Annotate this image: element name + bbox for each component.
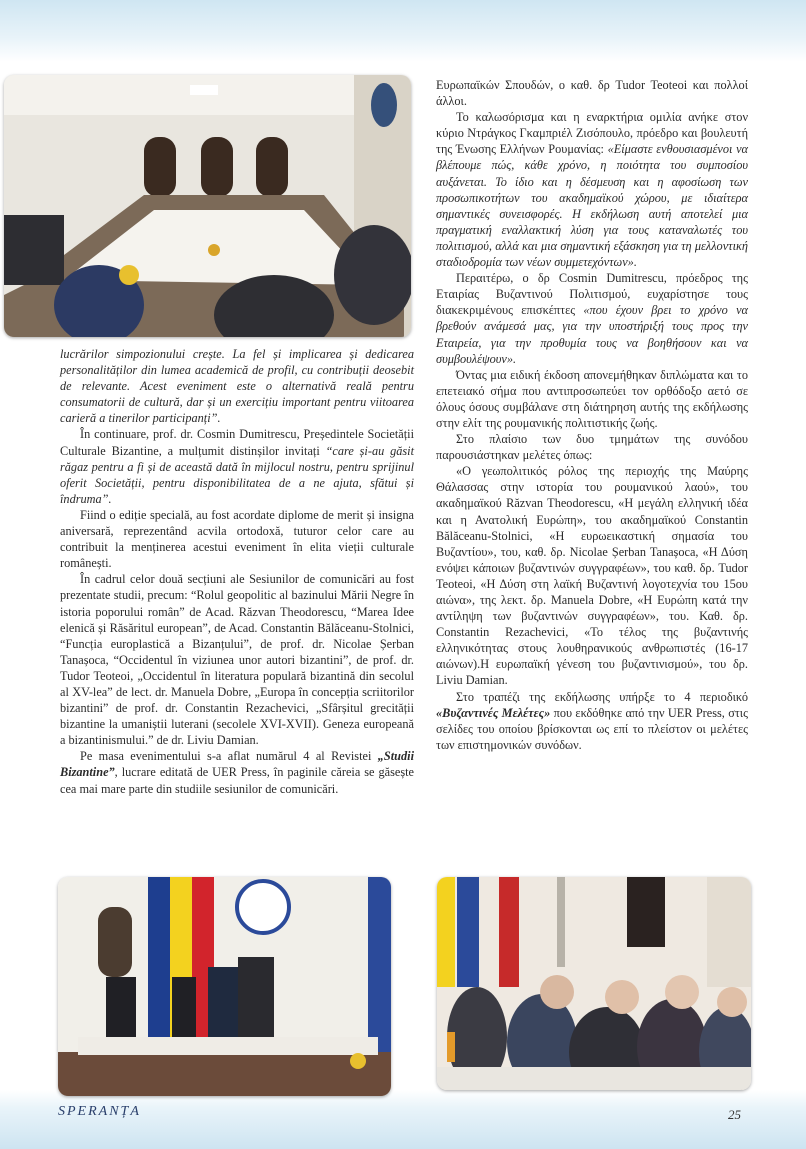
paragraph-welcome: Το καλωσόρισμα και η εναρκτήρια ομιλία ανήκε στον κύριο Ντράγκος Γκαμπριέλ Ζισόπουλο, πρόεδρο και βουλευτή της Ένωσης Ελλήνων Ρουμανίας: «Είμαστε ενθουσιασμένοι να βλέπουμε πώς, κάθε χρόνο, η ποιότητα του συμποσίου αυξάνεται. Το ίδιο και η δέσμευση και η αφοσίωση των προσωπικοτήτων του ακαδημαϊκού χώρου, με ιδιαίτερα σημαντικές συνεισφορές. Η εκδήλωση αυτή αποτελεί μια πραγματική εναλλακτική λύση για τους καταναλωτές του πολιτισμού, αλλά και μια σημαντική εξάσκηση για τη μελλοντική σταδιοδρομία των νέων συμμετεχόντων». <box>436 110 748 270</box>
paragraph-journal: Pe masa evenimentului s-a aflat numărul 4 al Revistei „Studii Bizantine”, lucrare editată de UER Press, în paginile căreia se găsește cea mai mare parte din studiile sesiunilor de comunicări. <box>60 749 414 796</box>
conference-room-photo <box>4 75 411 337</box>
page-number: 25 <box>728 1107 741 1122</box>
paragraph-studies: În cadrul celor două secțiuni ale Sesiunilor de comunicări au fost prezentate studii, precum: “Rolul geopolitic al bazinului Mării Negre în istoria poporului român” de Acad. Răzvan Theodorescu, “Marea Idee elenică și Răsăritul european”, de Acad. Constantin Bălăceanu-Stolnici, “Funcția europlastică a Bizanțului”, de prof. dr. Nicolae Șerban Tanașoca, “Occidentul în viziunea unor autori bizantini”, de prof. dr. Tudor Teoteoi, „Occidentul în literatura populară bizantină din secolul al XV-lea” de lect. dr. Manuela Dobre, „Europa în concepția scriitorilor bizantini” de prof. dr. Constantin Rezachevici, „Sfârșitul grecității bizantine la umaniștii luterani (secolele XVI-XVII). Geneza europeană a bizantinismului.” de dr. Liviu Damian. <box>60 572 414 748</box>
paragraph-diplomas: Fiind o ediție specială, au fost acordate diplome de merit și insigna aniversară, reprezentând acvila ortodoxă, tuturor celor care au contribuit la menținerea acestui eveniment în elita vieții culturale românești. <box>60 507 414 571</box>
award-ceremony-photo <box>58 877 391 1096</box>
header-band <box>0 0 806 62</box>
paragraph-studies-intro-gr: Στο πλαίσιο των δυο τμημάτων της συνόδου παρουσιάστηκαν μελέτες όπως: <box>436 432 748 463</box>
paragraph-dumitrescu: În continuare, prof. dr. Cosmin Dumitrescu, Președintele Societății Culturale Bizantine, a mulțumit distinșilor invitați “care și-au găsit răgaz pentru a fi și de această dată în mijlocul nostru, pentru sprijinul oferit Societății, pentru disponibilitatea de a ne ajuta, sfătui și îndruma”. <box>60 427 414 506</box>
paragraph-journal-gr: Στο τραπέζι της εκδήλωσης υπήρξε το 4 περιοδικό «Βυζαντινές Μελέτες» που εκδόθηκε από την UER Press, στις σελίδες του οποίου βρίσκονται ως επί το πλείστον οι μελέτες των επιστημονικών συνόδων. <box>436 689 748 752</box>
paragraph-intro-end: Ευρωπαϊκών Σπουδών, ο καθ. δρ Tudor Teoteoi και πολλοί άλλοι. <box>436 78 748 109</box>
magazine-brand: SPERANȚA <box>58 1104 141 1119</box>
paragraph-dumitrescu-gr: Περαιτέρω, ο δρ Cosmin Dumitrescu, πρόεδρος της Εταιρίας Βυζαντινού Πολιτισμού, ευχαρίστησε τους διακεκριμένους επισκέπτες «που έχουν βρει το χρόνο να βρεθούν ανάμεσά μας, για την υποστήριξή τους προς την Εταιρεία, για την προθυμία τους να βοηθήσουν και να συμβουλέψουν». <box>436 271 748 366</box>
speakers-panel-photo <box>437 877 751 1090</box>
paragraph-quote-end: lucrărilor simpozionului crește. La fel și implicarea și dedicarea personalităților din lumea academică de profil, cu contribuții deosebit de relevante. Acest eveniment este o alternativă reală pentru consumatorii de cultură, dar și un exercițiu important pentru viitoarea carieră a tinerilor participanți”. <box>60 347 414 426</box>
paragraph-diplomas-gr: Όντας μια ειδική έκδοση απονεμήθηκαν διπλώματα και το επετειακό σήμα που αντιπροσωπεύει τον ορθόδοξο αετό σε όλους όσους συμβάλανε στη διάτηρηση αυτής της εκδήλωσης στην ελίτ της ρουμανικής πολιτιστικής ζωής. <box>436 367 748 430</box>
paragraph-studies-gr: «Ο γεωπολιτικός ρόλος της περιοχής της Μαύρης Θάλασσας στην ιστορία του ρουμανικού λαού», του ακαδημαϊκού Răzvan Theodorescu, «Η μεγάλη ελληνική ιδέα και η Ανατολική Ευρώπη», του ακαδημαϊκού Constantin Bălăceanu-Stolnici, «Η ευρωεικαστική σημασία του Βυζαντίου», του, καθ. δρ. Nicolae Șerban Tanașoca, «Η Δύση ενόψει κάποιων βυζαντινών συγγραφέων», του καθ. δρ. Tudor Teoteoi, «Η Δύση στη λαϊκή Βυζαντινή λογοτεχνία του 15ου αιώνα», της λεκτ. δρ. Manuela Dobre, «Η Ευρώπη κατά την αντίληψη των βυζαντινών συγγραφέων», του. Καθ. δρ. Constantin Rezachevici, «Το τέλος της βυζαντινής ελληνικότητας στους λουθηρανικούς ανθρωπιστές (16-17 αιώνων).Η ευρωπαϊκή γένεση του βυζαντινισμού», του δρ. Liviu Damian. <box>436 464 748 688</box>
greek-article-column <box>436 77 748 753</box>
romanian-article-column <box>60 346 414 797</box>
